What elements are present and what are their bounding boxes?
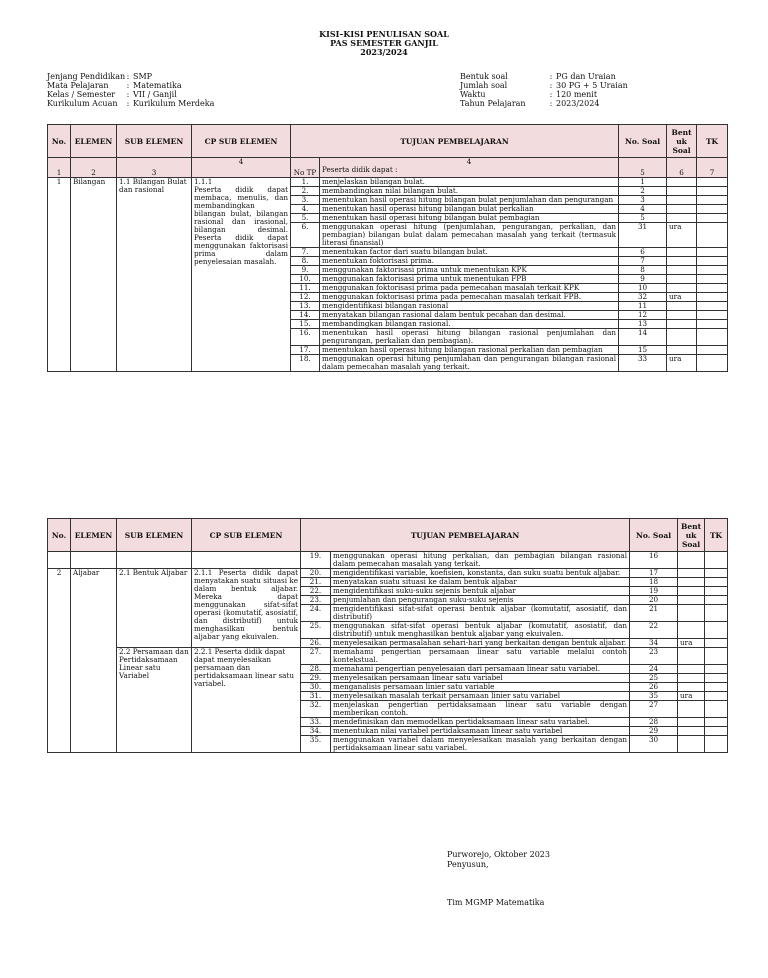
bentuk-soal bbox=[678, 552, 705, 569]
tp-text: mengidentifikasi variable, koefisien, konstanta, dan suku suatu bentuk aljabar. bbox=[331, 569, 630, 578]
kisi-table-2 bbox=[47, 518, 728, 753]
cp-sub-elemen: 2.2.1 Peserta didik dapat dapat menyelesaikan persamaan dan pertidaksamaan linear satu variabel. bbox=[192, 648, 301, 753]
bentuk-soal bbox=[678, 701, 705, 718]
tp-number: 22. bbox=[301, 587, 331, 596]
tp-number: 12. bbox=[291, 293, 320, 302]
meta-value: 30 PG + 5 Uraian bbox=[556, 81, 628, 90]
no-soal: 13 bbox=[619, 320, 667, 329]
tk bbox=[705, 622, 728, 639]
tp-text: menentukan hasil operasi hitung bilangan bulat perkalian bbox=[320, 205, 619, 214]
tp-text: menyelesaikan persamaan linear satu variabel bbox=[331, 674, 630, 683]
tk bbox=[697, 275, 728, 284]
col-number: 4 bbox=[192, 158, 291, 178]
tp-text: menentukan hasil operasi hitung bilangan rasional perkalian dan pembagian bbox=[320, 346, 619, 355]
tp-number: 13. bbox=[291, 302, 320, 311]
bentuk-soal bbox=[678, 622, 705, 639]
col-number: 7 bbox=[697, 158, 728, 178]
tp-text: menyatakan bilangan rasional dalam bentuk pecahan dan desimal. bbox=[320, 311, 619, 320]
bentuk-soal bbox=[667, 248, 697, 257]
col-number: 2 bbox=[71, 158, 117, 178]
tp-text: menjelaskan bilangan bulat. bbox=[320, 178, 619, 187]
table-row bbox=[48, 648, 728, 665]
no-soal: 33 bbox=[619, 355, 667, 372]
tp-number: 33. bbox=[301, 718, 331, 727]
no-soal: 10 bbox=[619, 284, 667, 293]
tp-number: 5. bbox=[291, 214, 320, 223]
meta-row: Waktu : 120 menit bbox=[460, 90, 598, 99]
header-no: No. bbox=[48, 519, 71, 552]
tk bbox=[705, 683, 728, 692]
no-soal: 15 bbox=[619, 346, 667, 355]
no-soal: 7 bbox=[619, 257, 667, 266]
no-soal: 30 bbox=[630, 736, 678, 753]
meta-right bbox=[460, 72, 628, 108]
tk bbox=[697, 248, 728, 257]
meta-value: Matematika bbox=[133, 81, 182, 90]
header-tk: TK bbox=[705, 519, 728, 552]
tp-number: 21. bbox=[301, 578, 331, 587]
cp-sub-elemen bbox=[192, 552, 301, 569]
tk bbox=[705, 569, 728, 578]
meta-row: Kelas / Semester : VII / Ganjil bbox=[47, 90, 177, 99]
no-soal: 28 bbox=[630, 718, 678, 727]
document-title-line3: 2023/2024 bbox=[360, 47, 408, 57]
bentuk-soal bbox=[678, 736, 705, 753]
bentuk-soal bbox=[678, 569, 705, 578]
no-soal: 35 bbox=[630, 692, 678, 701]
meta-row: Kurikulum Acuan : Kurikulum Merdeka bbox=[47, 99, 215, 108]
bentuk-soal bbox=[678, 727, 705, 736]
meta-value: SMP bbox=[133, 72, 153, 81]
tp-text: menentukan factor dari suatu bilangan bulat. bbox=[320, 248, 619, 257]
tp-number: 11. bbox=[291, 284, 320, 293]
no-soal: 22 bbox=[630, 622, 678, 639]
meta-label: Bentuk soal bbox=[460, 72, 508, 81]
meta-left bbox=[47, 72, 214, 108]
tk bbox=[705, 674, 728, 683]
tp-text: membandingkan bilangan rasional. bbox=[320, 320, 619, 329]
bentuk-soal bbox=[667, 196, 697, 205]
col-number: 4 bbox=[466, 157, 472, 166]
bentuk-soal bbox=[667, 257, 697, 266]
tk bbox=[697, 214, 728, 223]
col-number: 3 bbox=[117, 158, 192, 178]
bentuk-soal bbox=[667, 311, 697, 320]
tk bbox=[705, 578, 728, 587]
bentuk-soal bbox=[678, 683, 705, 692]
bentuk-soal bbox=[678, 665, 705, 674]
tk bbox=[697, 284, 728, 293]
tp-text: menentukan hasil operasi hitung bilangan bulat pembagian bbox=[320, 214, 619, 223]
bentuk-soal bbox=[678, 578, 705, 587]
meta-label: Kurikulum Acuan bbox=[47, 99, 118, 108]
no-soal: 32 bbox=[619, 293, 667, 302]
meta-label: Waktu bbox=[460, 90, 486, 99]
meta-value: 2023/2024 bbox=[556, 99, 600, 108]
tk bbox=[697, 187, 728, 196]
tk bbox=[705, 718, 728, 727]
header-no: No. bbox=[48, 125, 71, 158]
no-soal: 12 bbox=[619, 311, 667, 320]
tk bbox=[697, 257, 728, 266]
header-peserta bbox=[320, 158, 619, 178]
tk bbox=[697, 293, 728, 302]
no-soal: 21 bbox=[630, 605, 678, 622]
bentuk-soal bbox=[678, 587, 705, 596]
bentuk-soal: ura bbox=[667, 223, 697, 248]
row-no: 1 bbox=[48, 178, 71, 372]
tk bbox=[705, 736, 728, 753]
no-soal: 4 bbox=[619, 205, 667, 214]
elemen: Bilangan bbox=[71, 178, 117, 372]
cp-code: 1.1.1 bbox=[194, 177, 213, 186]
tp-number: 9. bbox=[291, 266, 320, 275]
bentuk-soal bbox=[667, 214, 697, 223]
tk bbox=[705, 665, 728, 674]
elemen bbox=[71, 552, 117, 569]
tp-text: menggunakan faktorisasi prima untuk menentukan KPK bbox=[320, 266, 619, 275]
no-soal: 24 bbox=[630, 665, 678, 674]
tk bbox=[705, 596, 728, 605]
tk bbox=[705, 552, 728, 569]
bentuk-soal bbox=[678, 605, 705, 622]
tk bbox=[705, 692, 728, 701]
tp-number: 25. bbox=[301, 622, 331, 639]
tp-number: 4. bbox=[291, 205, 320, 214]
tp-text: menentukan hasil operasi hitung bilangan rasional penjumlahan dan pengurangan, perkalian dan pembagian). bbox=[320, 329, 619, 346]
tp-number: 20. bbox=[301, 569, 331, 578]
meta-row: Mata Pelajaran : Matematika bbox=[47, 81, 182, 90]
no-soal: 3 bbox=[619, 196, 667, 205]
no-soal: 9 bbox=[619, 275, 667, 284]
tp-text: menentukan nilai variabel pertidaksamaan linear satu variabel bbox=[331, 727, 630, 736]
document-title-line1: KISI–KISI PENULISAN SOAL bbox=[319, 29, 449, 39]
tp-number: 28. bbox=[301, 665, 331, 674]
tp-text: memahami pengertian persamaan linear satu variable melalui contoh kontekstual. bbox=[331, 648, 630, 665]
tk bbox=[705, 639, 728, 648]
tk bbox=[705, 701, 728, 718]
tp-number: 2. bbox=[291, 187, 320, 196]
document-title-line2: PAS SEMESTER GANJIL bbox=[330, 38, 438, 48]
tk bbox=[697, 178, 728, 187]
tp-number: 16. bbox=[291, 329, 320, 346]
bentuk-soal bbox=[667, 329, 697, 346]
header-bentuk-soal: Bent uk Soal bbox=[667, 125, 697, 158]
header-no-soal: No. Soal bbox=[619, 125, 667, 158]
header-elemen: ELEMEN bbox=[71, 125, 117, 158]
tp-text: menganalisis persamaan linier satu variable bbox=[331, 683, 630, 692]
meta-value: PG dan Uraian bbox=[556, 72, 616, 81]
cp-text: Peserta didik dapat membaca, menulis, dan membandingkan bilangan bulat, bilangan rasional dan irasional, bilangan desimal. Peserta didik dapat menggunakan faktorisasi prima dalam penyelesaian masalah. bbox=[194, 185, 288, 266]
tp-text: menyelesaikan masalah terkait persamaan linier satu variabel bbox=[331, 692, 630, 701]
tp-text: menyatakan suatu situasi ke dalam bentuk aljabar bbox=[331, 578, 630, 587]
tp-number: 30. bbox=[301, 683, 331, 692]
header-no-soal: No. Soal bbox=[630, 519, 678, 552]
col-number: 6 bbox=[667, 158, 697, 178]
tp-number: 31. bbox=[301, 692, 331, 701]
meta-label: Kelas / Semester bbox=[47, 90, 116, 99]
tp-number: 7. bbox=[291, 248, 320, 257]
bentuk-soal: ura bbox=[678, 639, 705, 648]
meta-label: Jenjang Pendidikan bbox=[47, 72, 126, 81]
no-soal: 5 bbox=[619, 214, 667, 223]
bentuk-soal bbox=[667, 205, 697, 214]
tp-number: 1. bbox=[291, 178, 320, 187]
signature-role: Penyusun, bbox=[447, 860, 489, 869]
bentuk-soal: ura bbox=[667, 293, 697, 302]
tp-number: 14. bbox=[291, 311, 320, 320]
no-soal: 2 bbox=[619, 187, 667, 196]
meta-row: Bentuk soal : PG dan Uraian bbox=[460, 72, 616, 81]
tk bbox=[697, 355, 728, 372]
bentuk-soal: ura bbox=[678, 692, 705, 701]
row-no bbox=[48, 552, 71, 569]
header-tk: TK bbox=[697, 125, 728, 158]
elemen: Aljabar bbox=[71, 569, 117, 753]
tp-text: menggunakan operasi hitung (penjumlahan, pengurangan, perkalian, dan pembagian) bilangan bulat dalam pemecahan masalah yang terkait (termasuk literasi finansial) bbox=[320, 223, 619, 248]
tk bbox=[705, 587, 728, 596]
kisi-table-1 bbox=[47, 124, 728, 372]
meta-value: 120 menit bbox=[556, 90, 598, 99]
tp-number: 32. bbox=[301, 701, 331, 718]
tk bbox=[697, 302, 728, 311]
tp-number: 3. bbox=[291, 196, 320, 205]
no-soal: 20 bbox=[630, 596, 678, 605]
peserta-label: Peserta didik dapat : bbox=[322, 165, 398, 174]
tp-number: 6. bbox=[291, 223, 320, 248]
tp-text: menggunakan foktorisasi prima pada pemecahan masalah terkait FPB. bbox=[320, 293, 619, 302]
row-no: 2 bbox=[48, 569, 71, 753]
tp-text: mengidentifikasi bilangan rasional bbox=[320, 302, 619, 311]
bentuk-soal bbox=[678, 718, 705, 727]
bentuk-soal: ura bbox=[667, 355, 697, 372]
tk bbox=[705, 648, 728, 665]
tk bbox=[697, 346, 728, 355]
tp-number: 27. bbox=[301, 648, 331, 665]
bentuk-soal bbox=[678, 596, 705, 605]
tp-number: 17. bbox=[291, 346, 320, 355]
table-row bbox=[48, 178, 728, 187]
tp-number: 24. bbox=[301, 605, 331, 622]
no-soal: 27 bbox=[630, 701, 678, 718]
tk bbox=[697, 266, 728, 275]
bentuk-soal bbox=[667, 266, 697, 275]
meta-value: Kurikulum Merdeka bbox=[133, 99, 215, 108]
no-soal: 26 bbox=[630, 683, 678, 692]
tp-text: menggunakan operasi hitung penjumlahan dan pengurangan bilangan rasional dalam pemecahan masalah yang terkait. bbox=[320, 355, 619, 372]
tp-text: menggunakan faktorisasi prima untuk menentukan FPB bbox=[320, 275, 619, 284]
tp-text: mendefinisikan dan memodelkan pertidaksamaan linear satu variabel. bbox=[331, 718, 630, 727]
tp-number: 29. bbox=[301, 674, 331, 683]
tk bbox=[705, 605, 728, 622]
header-no-tp: No TP bbox=[291, 158, 320, 178]
bentuk-soal bbox=[678, 648, 705, 665]
tp-number: 18. bbox=[291, 355, 320, 372]
tk bbox=[697, 223, 728, 248]
no-soal: 14 bbox=[619, 329, 667, 346]
no-soal: 11 bbox=[619, 302, 667, 311]
meta-label: Mata Pelajaran bbox=[47, 81, 109, 90]
tp-text: mengidentifikasi sifat-sifat operasi bentuk aljabar (komutatif, asosiatif, dan distributif) bbox=[331, 605, 630, 622]
bentuk-soal bbox=[667, 187, 697, 196]
col-number: 5 bbox=[619, 158, 667, 178]
bentuk-soal bbox=[667, 320, 697, 329]
no-soal: 17 bbox=[630, 569, 678, 578]
tp-text: menggunakan sifat-sifat operasi bentuk aljabar (komutatif, asosiatif, dan distributif) untuk menghasilkan bentuk aljabar yang ekuivalen. bbox=[331, 622, 630, 639]
tk bbox=[697, 205, 728, 214]
tp-text: menentukan foktorisasi prima. bbox=[320, 257, 619, 266]
header-tujuan: TUJUAN PEMBELAJARAN bbox=[291, 125, 619, 158]
tp-number: 8. bbox=[291, 257, 320, 266]
meta-label: Jumlah soal bbox=[460, 81, 508, 90]
tp-text: menggunakan variabel dalam menyelesaikan masalah yang berkaitan dengan pertidaksamaan linear satu variabel. bbox=[331, 736, 630, 753]
header-tujuan: TUJUAN PEMBELAJARAN bbox=[301, 519, 630, 552]
tp-number: 19. bbox=[301, 552, 331, 569]
table-row bbox=[48, 552, 728, 569]
tp-text: menggunakan operasi hitung perkalian, dan pembagian bilangan rasional dalam pemecahan masalah yang terkait. bbox=[331, 552, 630, 569]
sub-elemen: 2.1 Bentuk Aljabar bbox=[117, 569, 192, 648]
sub-elemen: 2.2 Persamaan dan Pertidaksamaan Linear satu Variabel bbox=[117, 648, 192, 753]
bentuk-soal bbox=[667, 302, 697, 311]
header-sub-elemen: SUB ELEMEN bbox=[117, 125, 192, 158]
header-bentuk-soal: Bent uk Soal bbox=[678, 519, 705, 552]
sub-elemen: 1.1 Bilangan Bulat dan rasional bbox=[117, 178, 192, 372]
tp-number: 34. bbox=[301, 727, 331, 736]
tp-text: penjumlahan dan pengurangan suku-suku sejenis bbox=[331, 596, 630, 605]
meta-row: Jenjang Pendidikan : SMP bbox=[47, 72, 153, 81]
header-cp-sub-elemen: CP SUB ELEMEN bbox=[192, 125, 291, 158]
bentuk-soal bbox=[667, 346, 697, 355]
no-soal: 16 bbox=[630, 552, 678, 569]
no-soal: 25 bbox=[630, 674, 678, 683]
tp-text: menjelaskan pengertian pertidaksamaan linear satu variable dengan memberikan contoh. bbox=[331, 701, 630, 718]
no-soal: 29 bbox=[630, 727, 678, 736]
signature-name: Tim MGMP Matematika bbox=[447, 898, 545, 907]
cp-sub-elemen bbox=[192, 178, 291, 372]
tp-number: 15. bbox=[291, 320, 320, 329]
meta-label: Tahun Pelajaran bbox=[460, 99, 526, 108]
col-number: 1 bbox=[48, 158, 71, 178]
signature-block bbox=[447, 850, 550, 908]
tp-text: menyelesaikan permasalahan sehari-hari yang berkaitan dengan bentuk aljabar. bbox=[331, 639, 630, 648]
header-cp-sub-elemen: CP SUB ELEMEN bbox=[192, 519, 301, 552]
no-soal: 18 bbox=[630, 578, 678, 587]
meta-row: Tahun Pelajaran : 2023/2024 bbox=[460, 99, 600, 108]
meta-value: VII / Ganjil bbox=[133, 90, 177, 99]
bentuk-soal bbox=[667, 178, 697, 187]
tp-text: memahami pengertian penyelesaian dari persamaan linear satu variabel. bbox=[331, 665, 630, 674]
tp-text: menentukan hasil operasi hitung bilangan bulat penjumlahan dan pengurangan bbox=[320, 196, 619, 205]
no-soal: 31 bbox=[619, 223, 667, 248]
tp-number: 23. bbox=[301, 596, 331, 605]
meta-row: Jumlah soal : 30 PG + 5 Uraian bbox=[460, 81, 628, 90]
tp-text: mengidentifikasi suku-suku sejenis bentuk aljabar bbox=[331, 587, 630, 596]
tp-number: 35. bbox=[301, 736, 331, 753]
cp-sub-elemen: 2.1.1 Peserta didik dapat menyatakan suatu situasi ke dalam bentuk aljabar. Mereka dapat menggunakan sifat-sifat operasi (komutatif, asosiatif, dan distributif) untuk menghasilkan bentuk aljabar yang ekuivalen. bbox=[192, 569, 301, 648]
tp-text: menggunakan foktorisasi prima pada pemecahan masalah terkait KPK bbox=[320, 284, 619, 293]
no-soal: 23 bbox=[630, 648, 678, 665]
tp-number: 26. bbox=[301, 639, 331, 648]
table-row bbox=[48, 569, 728, 578]
signature-place-date: Purworejo, Oktober 2023 bbox=[447, 850, 550, 859]
sub-elemen bbox=[117, 552, 192, 569]
no-soal: 19 bbox=[630, 587, 678, 596]
no-soal: 1 bbox=[619, 178, 667, 187]
tk bbox=[697, 196, 728, 205]
bentuk-soal bbox=[667, 284, 697, 293]
no-soal: 6 bbox=[619, 248, 667, 257]
tk bbox=[705, 727, 728, 736]
header-sub-elemen: SUB ELEMEN bbox=[117, 519, 192, 552]
bentuk-soal bbox=[678, 674, 705, 683]
tk bbox=[697, 320, 728, 329]
header-elemen: ELEMEN bbox=[71, 519, 117, 552]
bentuk-soal bbox=[667, 275, 697, 284]
no-soal: 34 bbox=[630, 639, 678, 648]
tk bbox=[697, 311, 728, 320]
tp-number: 10. bbox=[291, 275, 320, 284]
tk bbox=[697, 329, 728, 346]
no-soal: 8 bbox=[619, 266, 667, 275]
tp-text: membandingkan nilai bilangan bulat. bbox=[320, 187, 619, 196]
